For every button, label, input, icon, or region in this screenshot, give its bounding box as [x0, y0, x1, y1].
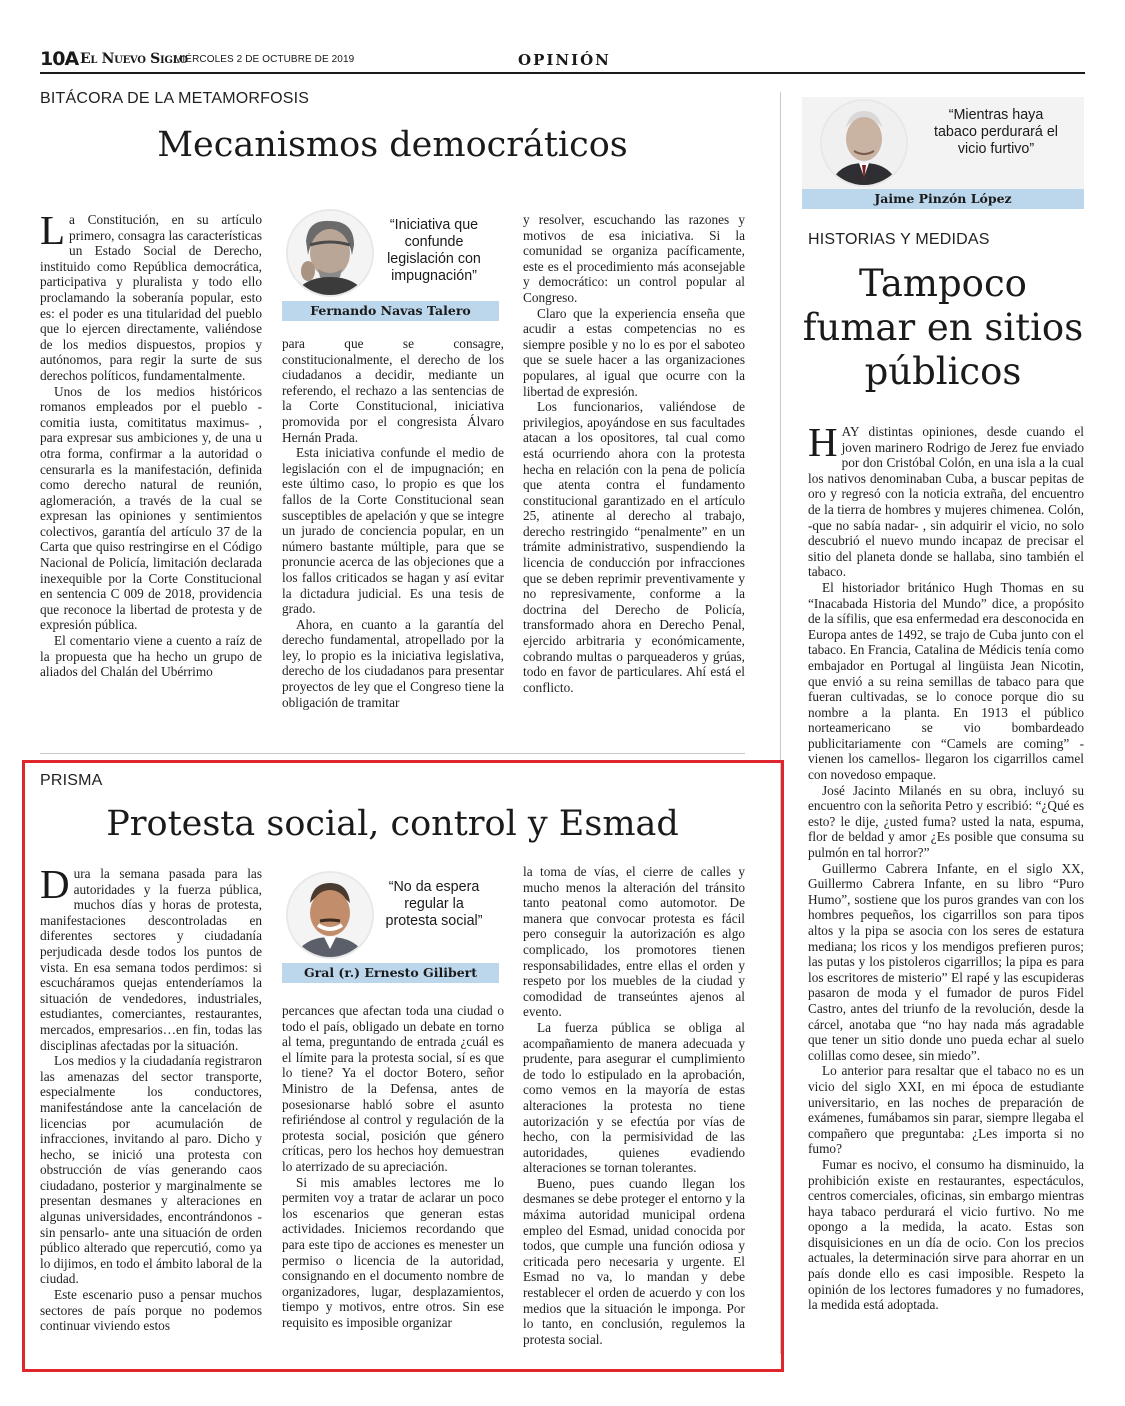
section-label: OPINIÓN: [518, 51, 611, 69]
article-title: Protesta social, control y Esmad: [106, 804, 679, 844]
article-paragraph: El historiador británico Hugh Thomas en su “Inacabada Historia del Mundo” dice, a propósito de la sífilis, que esa enfermedad era desconocida en Europa antes de 1492, se trajo de Cuba junto con el tabaco. En Francia, Catalina de Médicis tenía como embajador en Portugal al lingüista Jean Nicotin, que envió a su reina semillas de tabaco para que fueran cultivadas, se lo conoce porque dio su nombre a la planta. En 1913 el público norteamericano se vio bombardeado publicitariamente con “Camels are coming” -vienen los camellos- llegaron los cigarrillos camel con novedoso empaque.: [808, 579, 1084, 783]
article-paragraph: percances que afectan toda una ciudad o todo el país, obligado un debate en torno al tema, preguntando de entrada ¿cuál es el límite para la protesta social, sí es que lo tiene? Ya el doctor Botero, señor Ministro de la Defensa, antes de posesionarse habló sobre el asunto refiriéndose al control y regulación de la protesta social, posición que género críticas, pero los hechos hoy demuestran lo aterrizado de su apreciación.: [282, 1003, 504, 1174]
article-column-3: [523, 212, 745, 695]
newspaper-name: El Nuevo Siglo: [80, 51, 188, 67]
author-photo: [286, 209, 374, 297]
article-divider: [40, 753, 745, 754]
article-paragraph: José Jacinto Milanés en su obra, incluyó su encuentro con la señorita Petro y escribió: “¿Qué es esto? le dije, ¿usted fuma? usted la nata, espuma, flor de beldad y amor ¿Es posible que consuma su pulmón en tal horror?”: [808, 782, 1084, 861]
author-photo: [820, 99, 908, 187]
masthead: [40, 48, 1085, 74]
article-kicker: PRISMA: [40, 772, 103, 789]
article-paragraph: Si mis amables lectores me lo permiten voy a tratar de aclarar un poco los escenarios que generan estas actividades. Iniciemos recordando que para este tipo de acciones es menester un permiso o licencia de la autoridad, consignando en el documento nombre de organizadores, lugar, desplazamientos, tiempo y motivos, entre otros. Sin ese requisito es imposible organizar: [282, 1174, 504, 1330]
article-kicker: BITÁCORA DE LA METAMORFOSIS: [40, 90, 310, 107]
article-paragraph: Ahora, en cuanto a la garantía del derecho fundamental, atropellado por la ley, lo propio es la iniciativa legislativa, derecho de los ciudadanos para presentar proyectos de ley que el Congreso tiene la obligación de tramitar: [282, 616, 504, 710]
article-column-1: [40, 207, 262, 680]
author-quote: “Iniciativa que confunde legislación con impugnación”: [387, 217, 481, 284]
article-paragraph: Este escenario puso a pensar muchos sectores de país porque no podemos continuar viviendo estos: [40, 1287, 262, 1334]
article-paragraph: Lo anterior para resaltar que el tabaco no es un vicio del siglo XXI, en mi época de estudiante universitario, en las noches de preparación de exámenes, fumábamos sin parar, siempre llegaba el compañero que preguntaba: ¿Les importa si no fumo?: [808, 1063, 1084, 1157]
article-paragraph: La Constitución, en su artículo primero, consagra las características un Estado Social de Derecho, instituido como República democrática, participativa y pluralista y todo ello proclamando la soberanía popular, esto es: el poder es una titularidad del pueblo que lo ejercen directamente, valiéndose de los medios dispuestos, propios y autónomos, para regir la surte de sus derechos políticos, fundamentalmente.: [40, 207, 262, 383]
article-title-line: públicos: [864, 350, 1022, 393]
article-paragraph: Fumar es nocivo, el consumo ha disminuido, la prohibición existe en restaurantes, espectáculos, centros comerciales, oficinas, sin embargo mientras haya tabaco perdurará el vicio furtivo. No me opongo a la medida, la acato. Estas son disquisiciones en un día de ocio. Con los precios actuales, la determinación sirve para ahorrar en un país donde ello es casi imposible. Respeto la opinión de los lectores fumadores y no fumadores, la medida está adoptada.: [808, 1156, 1084, 1313]
article-paragraph: Los funcionarios, valiéndose de privilegios, apoyándose en sus facultades atacan a los opositores, tal cual como está ocurriendo ahora con la protesta hecha en relación con la pena de policía que atenta contra el fundamento constitucional garantizado en el artículo 25, atinente al derecho al trabajo, derecho restringido “penalmente” en un trámite administrativo, suspendiendo la licencia de conducción por infracciones que se deben reprimir preventivamente y no represivamente, conforme a la doctrina del Derecho de Policía, transformado ahora en Derecho Penal, ejercido arbitraria y económicamente, cobrando multas o parqueaderos y grúas, todo en favor de particulares. Ahí está el conflicto.: [523, 399, 745, 695]
article-paragraph: para que se consagre, constitucionalmente, el derecho de los ciudadanos a decidir, mediante un referendo, el rechazo a las sentencias de la Corte Constitucional, iniciativa promovida por el congresista Álvaro Hernán Prada.: [282, 336, 504, 445]
article-title-line: Tampoco: [859, 262, 1027, 305]
article-kicker: HISTORIAS Y MEDIDAS: [808, 231, 990, 248]
edition-date: MIÉRCOLES 2 DE OCTUBRE DE 2019: [174, 54, 355, 65]
author-box: [282, 207, 499, 321]
article-title-line: fumar en sitios: [802, 306, 1084, 349]
author-quote: “No da espera regular la protesta social”: [385, 879, 483, 929]
author-name: Gral (r.) Ernesto Gilibert: [282, 963, 499, 983]
article-paragraph: Guillermo Cabrera Infante, en el siglo XX, Guillermo Cabrera Infante, en su libro “Puro Humo”, sostiene que los puros grandes van con los hombres pequeños, los cigarrillos son para tipos altos y la pipa se asocia con los seres de estatura mediana; los ricos y los mendigos prefieren puros; las putas y los pistoleros cigarrillos; la pipa es para los escritores de misterio” El rapé y las escupideras pasaron de moda y el fumador de puros Fidel Castro, antes del triunfo de la revolución, desde la cárcel, anotaba que “no hay nada más agradable que tener un sitio donde uno pueda echar al suelo colillas como desee, sin miedo”.: [808, 860, 1084, 1063]
article-title: Mecanismos democráticos: [157, 125, 628, 165]
article-paragraph: Claro que la experiencia enseña que acudir a estas competencias no es siempre posible y no lo es por el saboteo que se suele hacer a las organizaciones populares, al igual que ocurre con la libertad de expresión.: [523, 305, 745, 399]
article-paragraph: y resolver, escuchando las razones y motivos de esa iniciativa. Si la comunidad se organiza pacíficamente, este es el procedimiento más aconsejable y democrático: un control popular al Congreso.: [523, 212, 745, 305]
drop-cap: D: [40, 861, 70, 907]
article-column: [808, 419, 1084, 1313]
article-paragraph: Dura la semana pasada para las autoridades y la fuerza pública, muchos días y horas de protesta, manifestaciones descontroladas en diferentes sectores y ciudadanía perjudicada desde todos los puntos de vista. En esa semana todos perdimos: si escucháramos quejas entenderíamos la situación de vendedores, industriales, estudiantes, comerciantes, restaurantes, mercados, empresarios…en fin, todas las disciplinas afectadas por la situación.: [40, 861, 262, 1053]
article-paragraph: la toma de vías, el cierre de calles y mucho menos la alteración del tránsito tanto peatonal como automotor. De manera que convocar protesta es fácil pero conseguir la autorización es algo complicado, los promotores tienen responsabilidades, entre ellas el orden y respeto por los muebles de la ciudad y comodidad de transeúntes ajenos al evento.: [523, 864, 745, 1020]
drop-cap: L: [40, 207, 66, 253]
article-title: [802, 262, 1084, 394]
article-column-2: [282, 1003, 504, 1330]
article-paragraph: Los medios y la ciudadanía registraron las amenazas del sector transporte, especialmente los conductores, manifestándose ante la cancelación de licencias por acumulación de infracciones, invitando al paro. Dicho y hecho, se inició una protesta con obstrucción de vías generando caos ciudadano, posterior y marginalmente se presentan desmanes y alteraciones en algunas universidades, encontrándonos -sin pensarlo- ante una situación de orden público alterado que repercutió, como ya lo dijimos, en todo el ámbito laboral de la ciudad.: [40, 1053, 262, 1287]
author-name: Fernando Navas Talero: [282, 301, 499, 321]
article-column-3: [523, 864, 745, 1347]
author-box: [802, 97, 1084, 211]
article-paragraph: Bueno, pues cuando llegan los desmanes se debe proteger el entorno y la máxima autoridad municipal ordena empleo del Esmad, unidad conocida por todos, que cumple una función odiosa y criticada pero necesaria y urgente. El Esmad no va, lo mandan y debe restablecer el orden de acuerdo y con los medios que la situación le imponga. Por lo tanto, en conclusión, regulemos la protesta social.: [523, 1175, 745, 1347]
author-quote: “Mientras haya tabaco perdurará el vicio furtivo”: [934, 107, 1058, 157]
article-paragraph: El comentario viene a cuento a raíz de la propuesta que ha hecho un grupo de aliados del Chalán del Ubérrimo: [40, 633, 262, 680]
article-column-2: [282, 336, 504, 710]
article-paragraph: Unos de los medios históricos romanos empleados por el pueblo -comitia iusta, comititatus maximus- , para expresar sus ambiciones y, de una u otra forma, confirmar a la autoridad o censurarla es la manifestación, definida como derecho natural de reunión, aglomeración, a través de la cual se expresan las opiniones y sentimientos colectivos, garantía del artículo 37 de la Carta que quiso restringirse en el Código Nacional de Policía, limitación declarada inexequible por la Corte Constitucional en sentencia C 009 de 2018, providencia que reconoce la libertad de protesta y de expresión pública.: [40, 383, 262, 633]
drop-cap: H: [808, 419, 838, 465]
author-photo: [286, 871, 374, 959]
author-box: [282, 869, 499, 985]
article-paragraph: Esta iniciativa confunde el medio de legislación con el de impugnación; en este último caso, lo propio es que los fallos de la Corte Constitucional sean susceptibles de apelación y que se integre un jurado de conciencia popular, en un número bastante múltiple, para que se pronuncie acerca de las objeciones que a los fallos criticados se hagan y así evitar la dictadura judicial. Es una tesis de grado.: [282, 445, 504, 617]
author-name: Jaime Pinzón López: [802, 189, 1084, 209]
article-paragraph: La fuerza pública se obliga al acompañamiento de manera adecuada y prudente, para asegurar el cumplimiento de todo lo estipulado en la aprobación, como vemos en la mayoría de estas alteraciones la protesta no tiene autorización y se efectúa por vías de hecho, con la permisividad de las autoridades, quienes evadiendo alteraciones se tornan tolerantes.: [523, 1019, 745, 1176]
article-column-1: [40, 861, 262, 1334]
article-paragraph: HAY distintas opiniones, desde cuando el joven marinero Rodrigo de Jerez fue enviado por don Cristóbal Colón, en una isla a la cual los nativos denominaban Cuba, a buscar pepitas de oro y regresó con la noticia extraña, del encuentro de la tierra de hombres y mujeres chimenea. Colón, -que no sabía nadar- , sin adquirir el vicio, no solo descubrió el nuevo mundo incapaz de precisar el sitio del planeta donde se hallaba, sino también el tabaco.: [808, 419, 1084, 580]
page-number: 10A: [40, 48, 79, 70]
